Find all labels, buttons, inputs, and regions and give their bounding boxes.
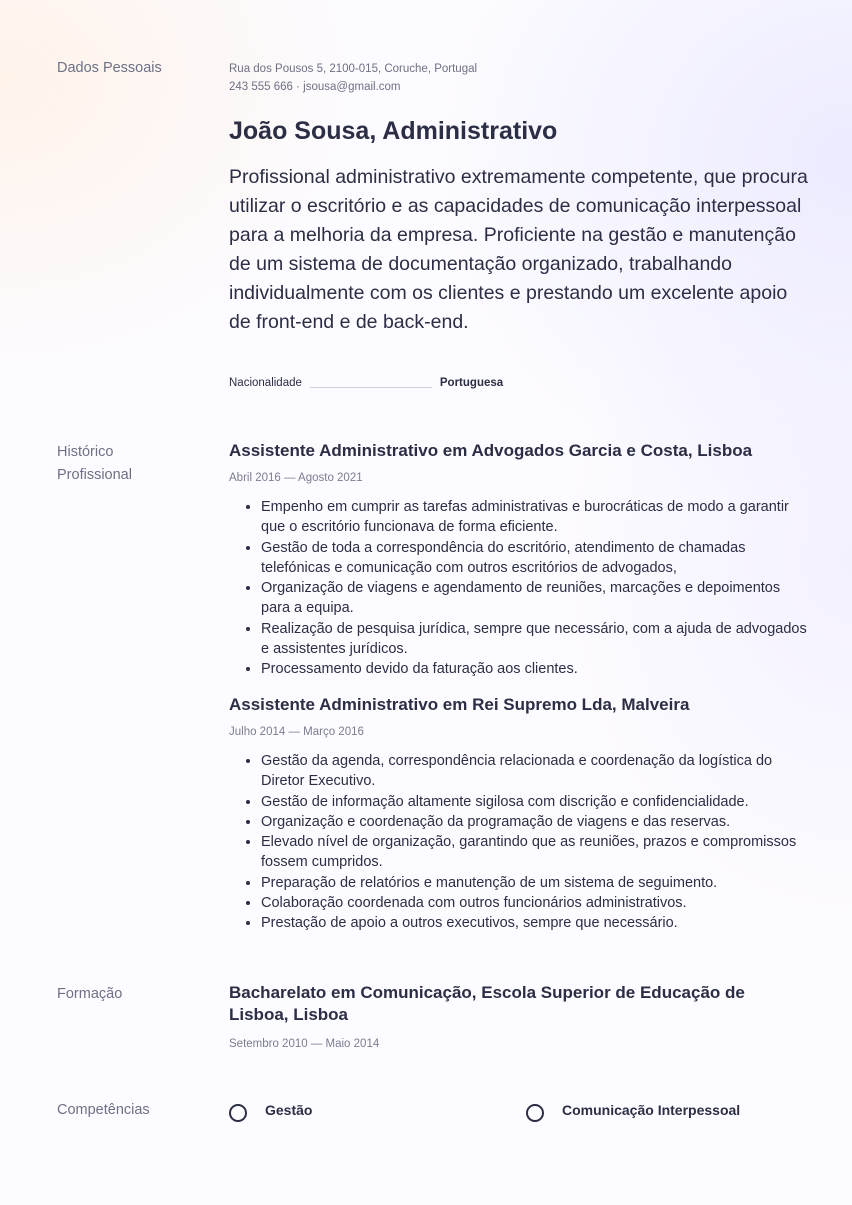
job-bullet: • Gestão de informação altamente sigilosa com discrição e confidencialidade. <box>261 792 809 812</box>
job-bullet: • Organização de viagens e agendamento de reuniões, marcações e depoimentos para a equipa. <box>261 578 809 619</box>
nationality-divider <box>310 387 432 388</box>
job-bullet: • Prestação de apoio a outros executivos, sempre que necessário. <box>261 913 809 933</box>
contact-block <box>229 60 477 96</box>
contact-address: Rua dos Pousos 5, 2100-015, Coruche, Portugal <box>229 63 478 75</box>
job-title: Assistente Administrativo em Advogados Garcia e Costa, Lisboa <box>229 441 753 460</box>
section-label-education: Formação <box>57 986 123 1002</box>
candidate-name: João Sousa, Administrativo <box>229 117 558 145</box>
job-bullet-list <box>229 497 809 680</box>
skill-item <box>526 1101 740 1119</box>
nationality-row <box>229 377 503 389</box>
skill-label: Gestão <box>265 1102 313 1118</box>
skill-circle-icon <box>526 1104 544 1122</box>
job-bullet: • Gestão de toda a correspondência do escritório, atendimento de chamadas telefónicas e comunicação com outros escritórios de advogados, <box>261 538 809 579</box>
job-dates: Julho 2014 — Março 2016 <box>229 726 364 738</box>
job-bullet: • Realização de pesquisa jurídica, sempre que necessário, com a ajuda de advogados e assistentes jurídicos. <box>261 619 809 660</box>
skill-circle-icon <box>229 1104 247 1122</box>
job-title: Assistente Administrativo em Rei Supremo Lda, Malveira <box>229 695 690 714</box>
skill-item <box>229 1101 312 1119</box>
skill-label: Comunicação Interpessoal <box>562 1102 741 1118</box>
education-title: Bacharelato em Comunicação, Escola Superior de Educação de Lisboa, Lisboa <box>229 983 745 1024</box>
education-entry <box>229 982 809 1050</box>
job-bullet: • Preparação de relatórios e manutenção de um sistema de seguimento. <box>261 873 809 893</box>
job-bullet-list <box>229 751 809 934</box>
nationality-label: Nacionalidade <box>229 377 302 389</box>
job-bullet: • Empenho em cumprir as tarefas administrativas e burocráticas de modo a garantir que o escritório funcionava de forma eficiente. <box>261 497 809 538</box>
education-dates: Setembro 2010 — Maio 2014 <box>229 1038 380 1050</box>
profile-summary: Profissional administrativo extremamente competente, que procura utilizar o escritório e as capacidades de comunicação interpessoal para a melhoria da empresa. Proficiente na gestão e manutenção de um sistema de documentação organizado, trabalhando individualmente com os clientes e prestando um excelente apoio de front-end e de back-end. <box>229 166 808 333</box>
job-bullet: • Colaboração coordenada com outros funcionários administrativos. <box>261 893 809 913</box>
job-bullet: • Elevado nível de organização, garantindo que as reuniões, prazos e compromissos fossem cumpridos. <box>261 832 809 873</box>
contact-phone-email: 243 555 666 · jsousa@gmail.com <box>229 81 401 93</box>
job-bullet: • Processamento devido da faturação aos clientes. <box>261 659 809 679</box>
section-label-skills: Competências <box>57 1102 150 1118</box>
section-label-history: Histórico Profissional <box>57 444 132 483</box>
job-bullet: • Gestão da agenda, correspondência relacionada e coordenação da logística do Diretor Executivo. <box>261 751 809 792</box>
section-label-personal: Dados Pessoais <box>57 60 162 76</box>
job-dates: Abril 2016 — Agosto 2021 <box>229 472 363 484</box>
nationality-value: Portuguesa <box>439 377 504 389</box>
job-entry <box>229 694 809 934</box>
job-entry <box>229 440 809 680</box>
job-bullet: • Organização e coordenação da programação de viagens e das reservas. <box>261 812 809 832</box>
